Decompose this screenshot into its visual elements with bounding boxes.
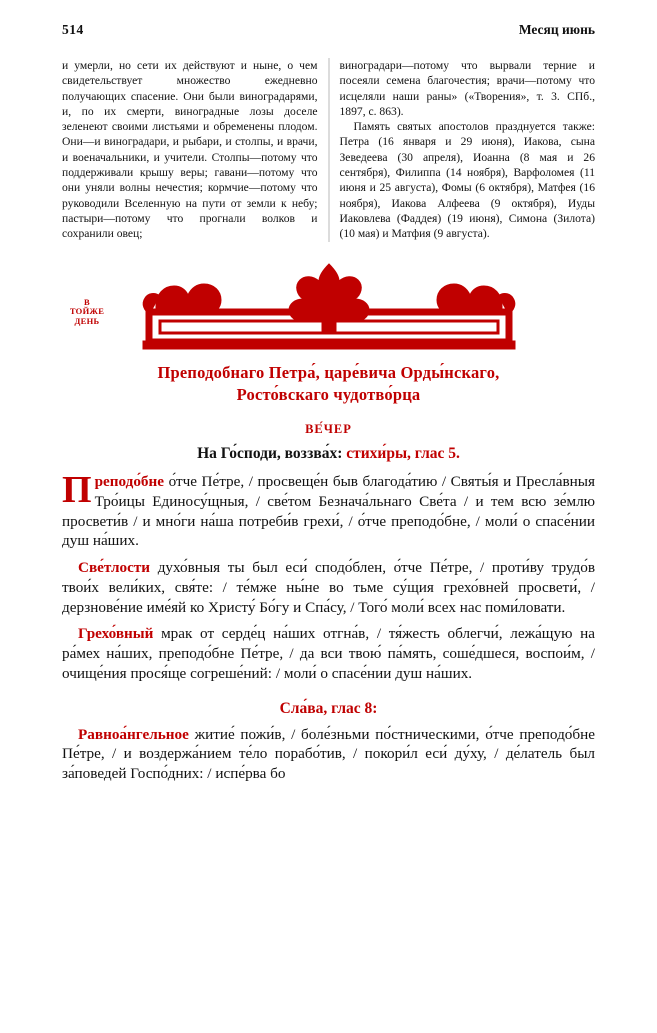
stichera-1-text: о́тче Пе́тре, / просвеще́н быв благода́тию / Святы́я и Пресла́вныя Тро́ицы Единосу́щныя, / све́том Безнача́льнаго Све́та / и тем всю зе́млю просвети́в / и мно́ги на́ша потреби́в грехи́, / о́тче преподо́бне, / моли́ о спасе́нии душ на́ших. [62, 473, 595, 550]
two-column-text-block [62, 58, 595, 242]
red-floral-ornament-icon [94, 258, 564, 354]
paragraph: Память святых апостолов празднуется также: Петра (16 января и 29 июня), Иакова, сына Зеведеева (30 апреля), Иоанна (8 мая и 26 сентября), Филиппа (14 ноября), Варфоломея (11 июня и 25 августа), Фомы (6 октября), Матфея (16 ноября), Иакова Алфеева (9 октября), Иуды Иаковлева (Фаддея) (19 июня), Симона (Зилота) (10 мая) и Матфия (9 августа). [339, 120, 595, 241]
slava-hymn [62, 725, 595, 784]
slava-hymn-initial-word: Равноа́нгельное [78, 725, 189, 743]
saint-title [62, 362, 595, 407]
rubric-line [62, 445, 595, 463]
stichera-2-initial-word: Све́тлости [78, 559, 151, 577]
side-label-line-1: В [84, 296, 90, 307]
paragraph: виноградари—потому что вырвали терние и посеяли семена благочестия; врачи—потому что исцеляли наши раны» («Творения», т. 3. СПб., 1897, с. 863). [339, 59, 595, 118]
slava-heading: Сла́ва, глас 8: [279, 699, 378, 717]
column-right [340, 58, 596, 242]
stichera-1-initial-word: реподо́бне [94, 473, 165, 491]
stichera-3-initial-word: Грехо́вный [78, 625, 154, 643]
rubric-red-text: стихи́ры, глас 5. [346, 445, 460, 463]
side-label-line-2: ТОЙЖЕ [69, 306, 105, 317]
stichera-2-text: духо́вныя ты был еси́ сподо́блен, о́тче Пе́тре, / проти́ву трудо́в твои́х вели́ких, свя́те: / те́мже ны́не во тьме су́щия грехо́вней просвети́, / дерзнове́ние име́яй ко Христу́ Бо́гу и Спа́су, / Того́ моли́ всех нас поми́ловати. [62, 559, 595, 616]
saint-title-line-2: Росто́вскаго чудотво́рца [236, 384, 421, 404]
slava-hymn-text: житие́ пожи́в, / боле́зньми по́стническими, о́тче преподо́бне Пе́тре, / и воздержа́нием те́ло порабо́тив, / покори́л еси́ ду́ху, / де́латель был за́поведей Госпо́дних: / испе́рва бо [62, 725, 595, 783]
column-left [62, 58, 318, 242]
stichera-2 [62, 558, 595, 617]
ornament-block [62, 258, 595, 358]
saint-title-line-1: Преподобнаго Петра́, царе́вича Орды́нскаго, [157, 362, 500, 382]
side-label-line-3: ДЕНЬ [74, 316, 100, 327]
stichera-3 [62, 624, 595, 683]
page-number: 514 [62, 22, 84, 37]
drop-cap-initial: П [62, 469, 92, 512]
page-header [62, 22, 595, 38]
paragraph: и умерли, но сети их действуют и ныне, о чем свидетельствует множество ежедневно получающих спасение. Они были виноградарями, и, по их смерти, виноградные лозы доселе зеленеют своими листьями и обременены плодом. Они—и виноградари, и рыбари, и столпы, и врачи, и военачальники, и учители. Столпы—потому что поддерживали крышу веры; гавани—потому что они уняли волны нечестия; кормчие—потому что руководили Вселенную на пути от земли к небу; пастыри—потому что прогнали волков и сохранили овец; [62, 59, 318, 241]
running-title: Месяц июнь [518, 22, 595, 37]
stichera-1 [62, 469, 595, 551]
stichera-3-text: мрак от серде́ц на́ших отгна́в, / тя́жесть облегчи́, лежа́щую на ра́мех на́ших, преподо́бне Пе́тре, / да вси твою́ па́мять, соше́дшеся, воспои́м, / очище́ния прося́ще согреше́ний: / моли́ о спасе́нии душ на́ших. [62, 625, 595, 682]
service-label-vespers: ВЕ́ЧЕР [305, 422, 352, 437]
rubric-black-text: На Го́споди, воззва́х: [197, 445, 343, 463]
